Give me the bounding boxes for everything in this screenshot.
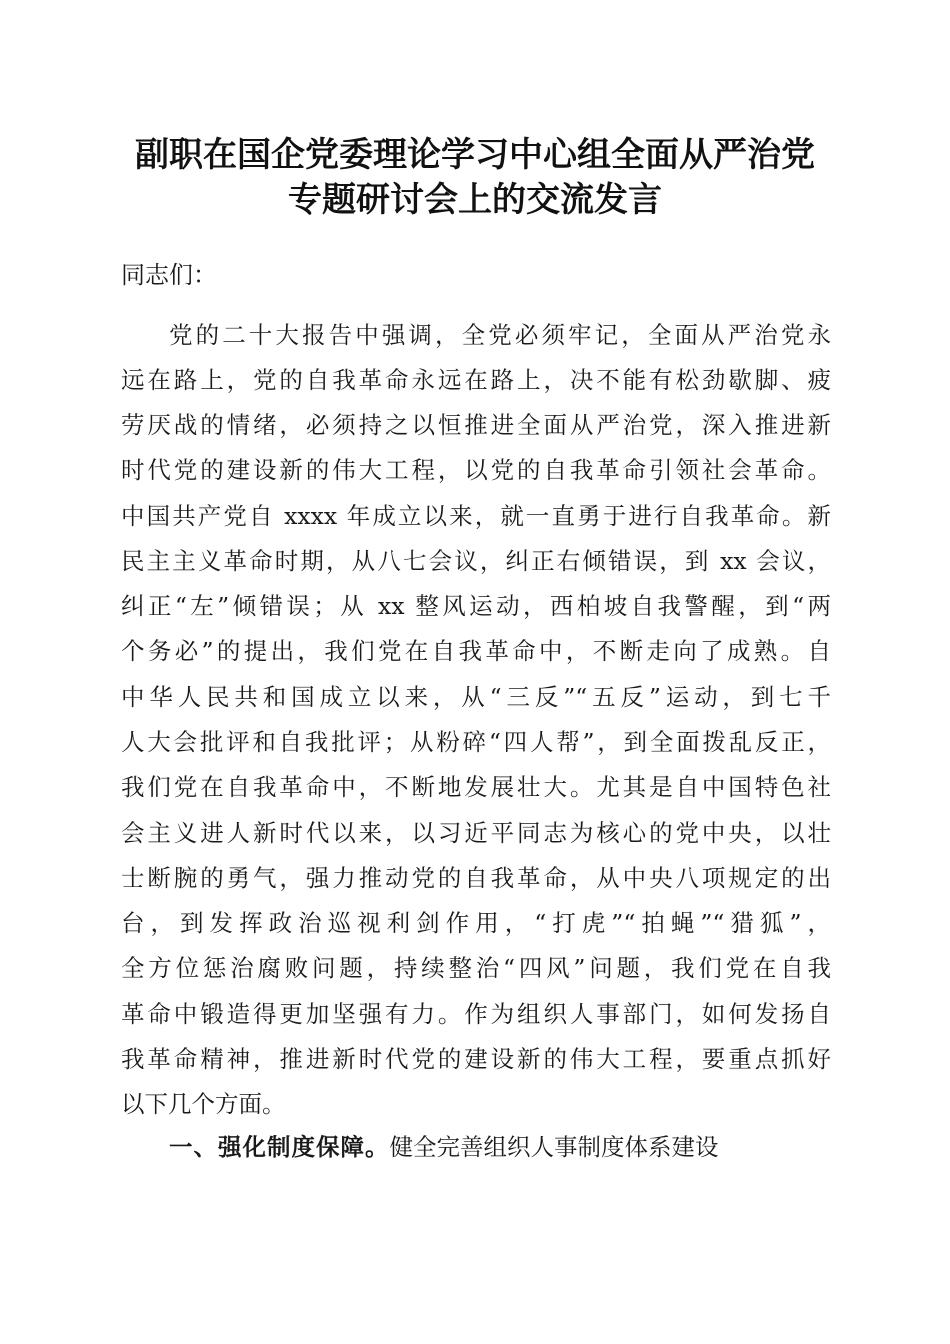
paragraph-line: 以下几个方面。 [121,1090,286,1118]
document-title [60,133,890,223]
paragraph-line: 全方位惩治腐败问题，持续整治“四风”问题，我们党在自我 [121,954,831,982]
paragraph-line: 民主主义革命时期，从八七会议，纠正右倾错误，到 xx 会议， [121,547,831,575]
paragraph-line: 时代党的建设新的伟大工程，以党的自我革命引领社会革命。 [121,456,831,484]
paragraph-line: 我们党在自我革命中，不断地发展壮大。尤其是自中国特色社 [121,773,831,801]
paragraph-line: 台，到发挥政治巡视利剑作用，“打虎”“拍蝇”“猎狐”， [121,909,831,937]
section-1-heading: 一、强化制度保障。 [169,1133,390,1161]
paragraph-line: 中国共产党自 xxxx 年成立以来，就一直勇于进行自我革命。新 [121,502,831,530]
paragraph-line: 士断腕的勇气，强力推动党的自我革命，从中央八项规定的出 [121,864,831,892]
paragraph-line: 纠正“左”倾错误；从 xx 整风运动，西柏坡自我警醒，到“两 [121,592,831,620]
paragraph-line: 革命中锻造得更加坚强有力。作为组织人事部门，如何发扬自 [121,1000,831,1028]
paragraph-line: 远在路上，党的自我革命永远在路上，决不能有松劲歇脚、疲 [121,366,831,394]
paragraph-line: 个务必”的提出，我们党在自我革命中，不断走向了成熟。自 [121,637,831,665]
title-line-1: 副职在国企党委理论学习中心组全面从严治党 [135,135,815,175]
paragraph-line: 劳厌战的情绪，必须持之以恒推进全面从严治党，深入推进新 [121,411,831,439]
title-line-2: 专题研讨会上的交流发言 [288,180,662,220]
salutation: 同志们： [121,261,217,289]
paragraph-line: 我革命精神，推进新时代党的建设新的伟大工程，要重点抓好 [121,1045,831,1073]
paragraph-line: 会主义进人新时代以来，以习近平同志为核心的党中央，以壮 [121,819,831,847]
paragraph-line: 人大会批评和自我批评；从粉碎“四人帮”，到全面拨乱反正， [121,728,831,756]
section-1-text: 健全完善组织人事制度体系建设 [389,1133,719,1161]
paragraph-line: 党的二十大报告中强调，全党必须牢记，全面从严治党永 [169,321,831,349]
paragraph-line: 中华人民共和国成立以来，从“三反”“五反”运动，到七千 [121,683,831,711]
section-1 [169,1127,719,1167]
